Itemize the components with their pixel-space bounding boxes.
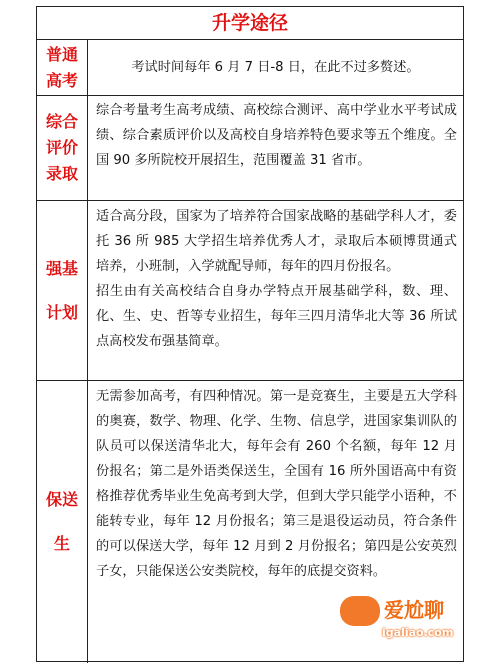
row-regular-exam — [37, 40, 463, 96]
row-label: 普通高考 — [45, 44, 78, 90]
row-label-cell — [37, 96, 88, 200]
row-text: 综合考量考生高考成绩、高校综合测评、高中学业水平考试成绩、综合素质评价以及高校自身培养特色要求等五个维度。全国 90 多所院校开展招生，范围覆盖 31 省市。 — [96, 103, 457, 168]
row-label: 强基计划 — [45, 258, 78, 322]
row-strong-foundation-plan — [37, 201, 463, 381]
watermark-logo-icon — [340, 596, 380, 626]
admission-table — [36, 6, 464, 662]
row-comprehensive-evaluation — [37, 96, 463, 201]
row-content — [88, 96, 463, 200]
watermark-url: igaliao.com — [382, 626, 454, 639]
watermark-title: 爱尬聊 — [384, 598, 444, 622]
row-label: 保送生 — [45, 490, 78, 553]
row-text: 无需参加高考，有四种情况。第一是竞赛生，主要是五大学科的奥赛，数学、物理、化学、生物、信息学，进国家集训队的队员可以保送清华北大，每年会有 260 个名额，每年 12 月份报名；第二是外语类保送生，全国有 16 所外国语高中有资格推荐优秀毕业生免高考到大学，但到大学只能学小语种，不能转专业，每年 12 月份报名；第三是退役运动员，符合条件的可以保送大学，每年 12 月到 2 月份报名；第四是公安英烈子女，只能保送公安类院校，每年的底提交资料。 — [96, 389, 457, 579]
row-text: 适合高分段，国家为了培养符合国家战略的基础学科人才，委托 36 所 985 大学招生培养优秀人才，录取后本硕博贯通式培养，小班制，入学就配导师，每年的四月份报名。 — [96, 209, 457, 274]
table-title: 升学途径 — [37, 7, 463, 40]
row-content — [88, 40, 463, 95]
row-text: 考试时间每年 6 月 7 日-8 日，在此不过多赘述。 — [131, 60, 420, 75]
row-label-cell — [37, 40, 88, 95]
row-text: 招生由有关高校结合自身办学特点开展基础学科，数、理、化、生、史、哲等专业招生，每年三四月清华北大等 36 所试点高校发布强基简章。 — [96, 284, 457, 349]
row-label-cell — [37, 201, 88, 380]
watermark — [340, 590, 470, 660]
row-content — [88, 201, 463, 380]
row-label: 综合评价录取 — [45, 112, 78, 183]
row-label-cell — [37, 381, 88, 663]
